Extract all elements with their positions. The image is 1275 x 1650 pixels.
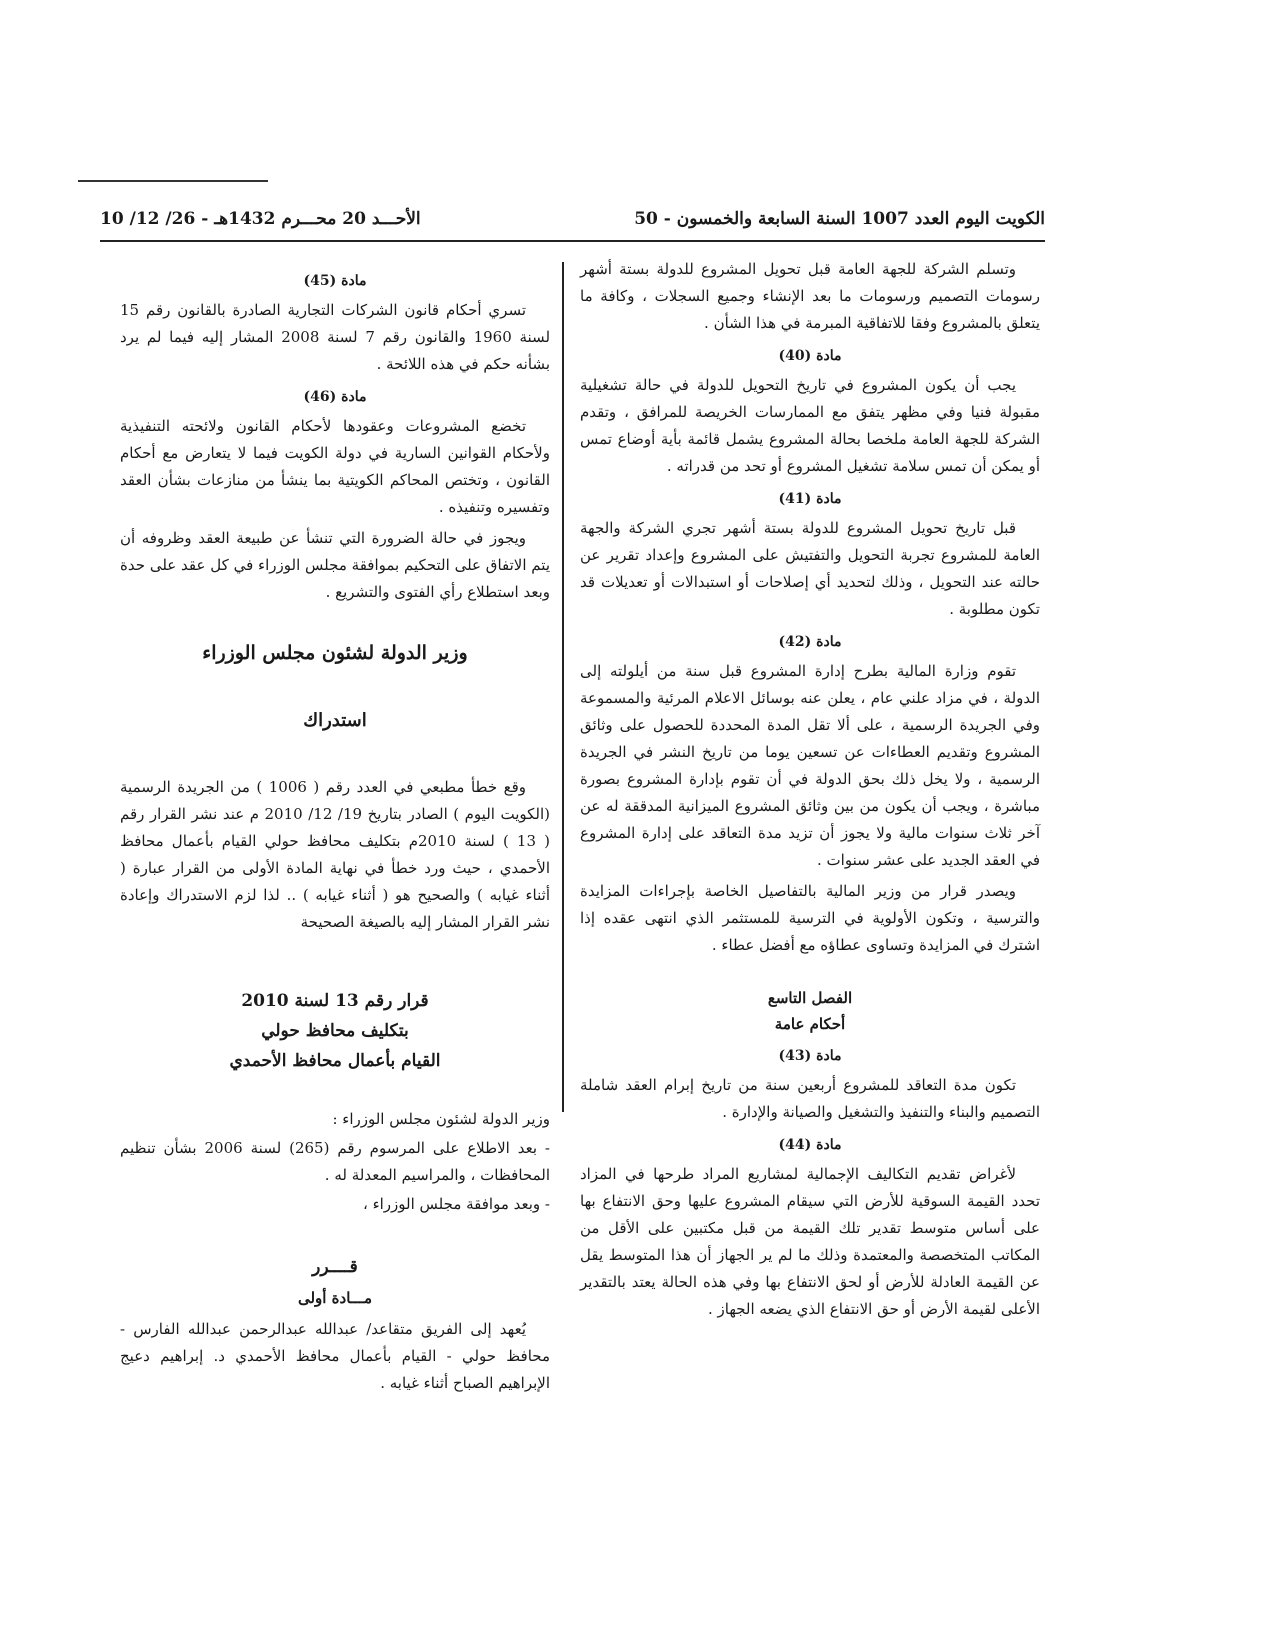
article-45-text: تسري أحكام قانون الشركات التجارية الصادرة بالقانون رقم 15 لسنة 1960 والقانون رقم 7 لسنة 2008 المشار إليه فيما لم يرد بشأنه حكم في هذه اللائحة .	[120, 301, 551, 373]
decision-recital-1: - بعد الاطلاع على المرسوم رقم (265) لسنة 2006 بشأن تنظيم المحافظات ، والمراسيم المعدلة له .	[120, 1139, 550, 1184]
first-article-title: مـــادة أولى	[297, 1289, 373, 1307]
left-column	[120, 262, 550, 1401]
article-45-title: مادة (45)	[303, 273, 367, 289]
decision-subject-line-1: بتكليف محافظ حولي	[261, 1021, 409, 1041]
chapter-nine-title: الفصل التاسع	[767, 989, 853, 1007]
article-40-title: مادة (40)	[778, 348, 842, 364]
decision-preamble	[120, 1106, 550, 1218]
decision-verdict: قــــرر	[312, 1257, 358, 1277]
header-issue-info: الكويت اليوم العدد 1007 السنة السابعة والخمسون - 50	[634, 209, 1045, 229]
header-rule	[100, 240, 1045, 242]
decision-recital-2: - وبعد موافقة مجلس الوزراء ،	[362, 1195, 550, 1213]
top-decorative-rule	[78, 180, 268, 182]
decision-number: قرار رقم 13 لسنة 2010	[241, 991, 429, 1011]
page-header	[100, 202, 1045, 236]
article-46-text-2: ويجوز في حالة الضرورة التي تنشأ عن طبيعة العقد وظروفه أن يتم الاتفاق على التحكيم بموافقة مجلس الوزراء في كل عقد على حدة وبعد استطلاع رأي الفتوى والتشريع .	[120, 529, 550, 601]
decision-intro: وزير الدولة لشئون مجلس الوزراء :	[332, 1110, 550, 1128]
correction-text: وقع خطأ مطبعي في العدد رقم ( 1006 ) من الجريدة الرسمية (الكويت اليوم ) الصادر بتاريخ 19/ 12/ 2010 م عند نشر القرار رقم ( 13 ) لسنة 2010م بتكليف محافظ حولي القيام بأعمال محافظ الأحمدي ، حيث ورد خطأ في نهاية المادة الأولى من القرار عبارة ( أثناء غيابه ) والصحيح هو ( أثناء غيابه ) .. لذا لزم الاستدراك وإعادة نشر القرار المشار إليه بالصيغة الصحيحة	[120, 778, 550, 931]
article-46-text: تخضع المشروعات وعقودها لأحكام القانون ولائحته التنفيذية ولأحكام القوانين السارية في دولة الكويت فيما لا يتعارض مع أحكام القانون ، وتختص المحاكم الكويتية بما ينشأ من منازعات بشأن العقد وتفسيره وتنفيذه .	[120, 417, 550, 516]
article-44-title: مادة (44)	[778, 1137, 842, 1153]
column-divider	[562, 262, 564, 1112]
article-43-title: مادة (43)	[778, 1048, 842, 1064]
article-41-text: قبل تاريخ تحويل المشروع للدولة بستة أشهر تجري الشركة والجهة العامة للمشروع تجربة التحويل والتفتيش على المشروع وإعداد تقرير عن حالته عند التحويل ، وذلك لتحديد أي إصلاحات أو استبدالات أو تعديلات قد تكون مطلوبة .	[580, 519, 1040, 618]
article-44-text: لأغراض تقديم التكاليف الإجمالية لمشاريع المراد طرحها في المزاد تحدد القيمة السوقية للأرض التي سيقام المشروع عليها وحق الانتفاع بها على أساس متوسط تقدير تلك القيمة من قبل مكتبين على الأقل من المكاتب المتخصصة والمعتمدة وذلك ما لم ير الجهاز أن هذا المتوسط يقل عن القيمة العادلة للأرض أو لحق الانتفاع بها وفي هذه الحالة يعتد بالتقدير الأعلى لقيمة الأرض أو حق الانتفاع الذي يضعه الجهاز .	[580, 1165, 1040, 1318]
right-column	[580, 256, 1040, 1327]
first-article-text: يُعهد إلى الفريق متقاعد/ عبدالله عبدالرحمن عبدالله الفارس - محافظ حولي - القيام بأعمال محافظ الأحمدي د. إبراهيم دعيج الإبراهيم الصباح أثناء غيابه .	[120, 1320, 550, 1392]
minister-signature: وزير الدولة لشئون مجلس الوزراء	[202, 642, 468, 664]
article-41-title: مادة (41)	[778, 491, 842, 507]
chapter-nine-subtitle: أحكام عامة	[774, 1015, 846, 1033]
correction-title: استدراك	[303, 710, 367, 731]
article-39-continuation: وتسلم الشركة للجهة العامة قبل تحويل المشروع للدولة بستة أشهر رسومات التصميم ورسومات ما بعد الإنشاء وجميع السجلات ، وكافة ما يتعلق بالمشروع وفقا للاتفاقية المبرمة في هذا الشأن .	[580, 260, 1040, 332]
article-42-title: مادة (42)	[778, 634, 842, 650]
article-42-text-2: ويصدر قرار من وزير المالية بالتفاصيل الخاصة بإجراءات المزايدة والترسية ، وتكون الأولوية في الترسية للمستثمر الذي انتهى عقده إذا اشترك في المزايدة وتساوى عطاؤه مع أفضل عطاء .	[580, 882, 1040, 954]
decision-title	[120, 986, 550, 1076]
article-46-title: مادة (46)	[303, 389, 367, 405]
header-date: الأحـــد 20 محـــرم 1432هـ - 26/ 12/ 10	[100, 209, 421, 229]
article-43-text: تكون مدة التعاقد للمشروع أربعين سنة من تاريخ إبرام العقد شاملة التصميم والبناء والتنفيذ والتشغيل والصيانة والإدارة .	[580, 1076, 1040, 1121]
article-42-text: تقوم وزارة المالية بطرح إدارة المشروع قبل سنة من أيلولته إلى الدولة ، في مزاد علني عام ، يعلن عنه بوسائل الاعلام المرئية والمسموعة وفي الجريدة الرسمية ، على ألا تقل المدة المحددة للحصول على وثائق المشروع وتقديم العطاءات عن تسعين يوما من تاريخ النشر في الجريدة الرسمية ، ولا يخل ذلك بحق الدولة في أن تقوم بإدارة المشروع بصورة مباشرة ، ويجب أن يكون من بين وثائق المشروع الميزانية المدققة له عن آخر ثلاث سنوات مالية ولا يجوز أن تزيد مدة التعاقد على إدارة المشروع في العقد الجديد على عشر سنوات .	[580, 662, 1040, 869]
decision-subject-line-2: القيام بأعمال محافظ الأحمدي	[229, 1051, 441, 1071]
article-40-text: يجب أن يكون المشروع في تاريخ التحويل للدولة في حالة تشغيلية مقبولة فنيا وفي مظهر يتفق مع الممارسات الخريصة للمرافق ، وتقدم الشركة للجهة العامة ملخصا بحالة المشروع يشمل قائمة بأية أوضاع تمس أو يمكن أن تمس سلامة تشغيل المشروع أو تحد من قدراته .	[580, 376, 1040, 475]
